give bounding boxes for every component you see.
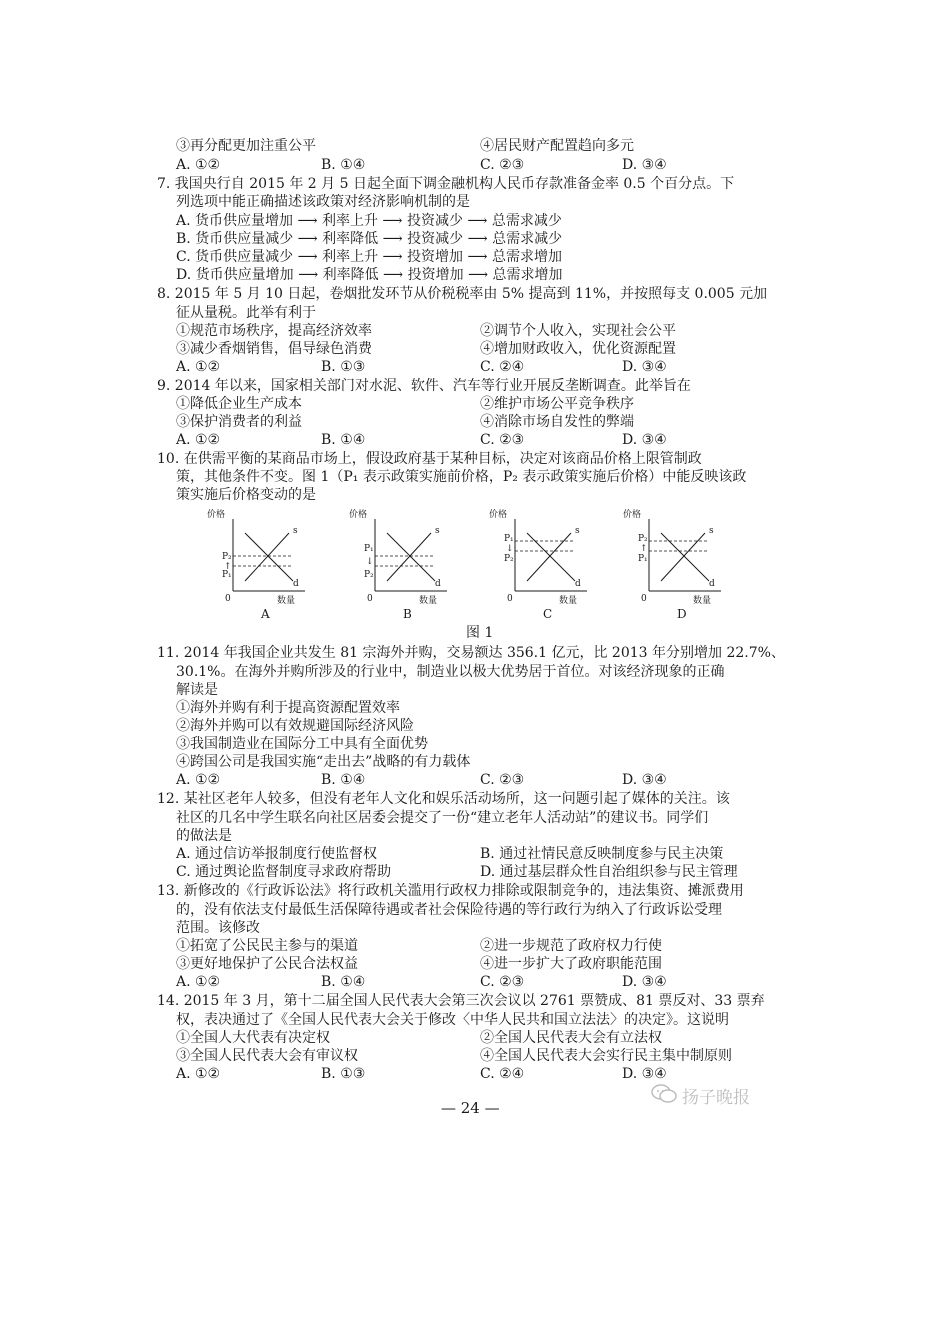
- upper-price-label: P₁: [504, 534, 514, 544]
- graph-b: [347, 507, 457, 621]
- q9-statement-2: ②维护市场公平竞争秩序: [480, 396, 634, 412]
- page-number: — 24 —: [441, 1099, 500, 1117]
- q13-stem-line2: 的，没有依法支付最低生活保障待遇或者社会保险待遇的等行政行为纳入了行政诉讼受理: [176, 902, 722, 918]
- q9-option-c: C. ②③: [480, 432, 525, 448]
- q9-statement-3: ③保护消费者的利益: [176, 414, 302, 430]
- q8-option-c: C. ②④: [480, 359, 525, 375]
- q11-statement-3: ③我国制造业在国际分工中具有全面优势: [176, 736, 428, 752]
- origin-label: 0: [225, 594, 231, 604]
- lower-price-label: P₂: [364, 570, 374, 580]
- upper-price-label: P₁: [364, 544, 374, 554]
- q14-statement-4: ④全国人民代表大会实行民主集中制原则: [480, 1048, 732, 1064]
- q14-stem-line2: 权，表决通过了《全国人民代表大会关于修改〈中华人民共和国立法法〉的决定》。这说明: [176, 1012, 729, 1028]
- q11-option-d: D. ③④: [622, 772, 667, 788]
- x-axis-label: 数量: [693, 596, 712, 606]
- graph-c-letter: C: [543, 607, 553, 621]
- q7-option-a: A. 货币供应量增加 ⟶ 利率上升 ⟶ 投资减少 ⟶ 总需求减少: [176, 213, 562, 229]
- q12-stem-line2: 社区的几名中学生联名向社区居委会提交了一份“建立老年人活动站”的建议书。同学们: [176, 810, 709, 826]
- top-option-b: B. ①④: [321, 157, 366, 173]
- q13-option-b: B. ①④: [321, 974, 366, 990]
- q7-option-d: D. 货币供应量增加 ⟶ 利率降低 ⟶ 投资增加 ⟶ 总需求增加: [176, 267, 563, 283]
- q11-statement-1: ①海外并购有利于提高资源配置效率: [176, 700, 400, 716]
- lower-price-label: P₁: [638, 554, 648, 564]
- q12-option-b: B. 通过社情民意反映制度参与民主决策: [480, 846, 724, 862]
- top-option-c: C. ②③: [480, 157, 525, 173]
- top-option-a: A. ①②: [176, 157, 221, 173]
- q8-stem-line1: 8. 2015 年 5 月 10 日起，卷烟批发环节从价税税率由 5% 提高到 11%，并按照每支 0.005 元加: [157, 286, 768, 302]
- q10-stem-line2: 策，其他条件不变。图 1（P₁ 表示政策实施前价格，P₂ 表示政策实施后价格）中能反映该政: [176, 469, 747, 485]
- upper-price-label: P₂: [222, 552, 232, 562]
- demand-label: d: [293, 579, 299, 589]
- q14-option-d: D. ③④: [622, 1066, 667, 1082]
- q13-option-a: A. ①②: [176, 974, 221, 990]
- x-axis-label: 数量: [559, 596, 578, 606]
- q13-statement-2: ②进一步规范了政府权力行使: [480, 938, 662, 954]
- q11-option-a: A. ①②: [176, 772, 221, 788]
- q13-stem-line1: 13. 新修改的《行政诉讼法》将行政机关滥用行政权力排除或限制竞争的，违法集资、摊派费用: [157, 883, 744, 899]
- q11-stem-line3: 解读是: [176, 682, 218, 698]
- q12-stem-line3: 的做法是: [176, 828, 232, 844]
- origin-label: 0: [641, 594, 647, 604]
- y-axis-label: 价格: [623, 510, 642, 520]
- q7-stem-line1: 7. 我国央行自 2015 年 2 月 5 日起全面下调金融机构人民币存款准备金率 0.5 个百分点。下: [157, 176, 735, 192]
- q14-option-b: B. ①③: [321, 1066, 366, 1082]
- q8-option-a: A. ①②: [176, 359, 221, 375]
- q11-stem-line2: 30.1%。在海外并购所涉及的行业中，制造业以极大优势居于首位。对该经济现象的正确: [176, 664, 725, 680]
- x-axis-label: 数量: [419, 596, 438, 606]
- q11-statement-2: ②海外并购可以有效规避国际经济风险: [176, 718, 414, 734]
- price-change-arrow: ↓: [366, 557, 374, 567]
- q13-statement-1: ①拓宽了公民民主参与的渠道: [176, 938, 358, 954]
- y-axis-label: 价格: [207, 510, 226, 520]
- demand-label: d: [709, 579, 715, 589]
- q9-statement-4: ④消除市场自发性的弊端: [480, 414, 634, 430]
- supply-label: s: [435, 526, 440, 536]
- q14-statement-3: ③全国人民代表大会有审议权: [176, 1048, 358, 1064]
- demand-label: d: [575, 579, 581, 589]
- price-change-arrow: ↓: [506, 544, 514, 554]
- q9-option-a: A. ①②: [176, 432, 221, 448]
- q12-stem-line1: 12. 某社区老年人较多，但没有老年人文化和娱乐活动场所，这一问题引起了媒体的关注。该: [157, 791, 730, 807]
- q13-option-c: C. ②③: [480, 974, 525, 990]
- top-statement-4: ④居民财产配置趋向多元: [480, 138, 634, 154]
- q11-stem-line1: 11. 2014 年我国企业共发生 81 宗海外并购，交易额达 356.1 亿元，比 2013 年分别增加 22.7%、: [157, 645, 785, 661]
- q10-stem-line3: 策实施后价格变动的是: [176, 487, 316, 503]
- graph-b-plot: [347, 507, 457, 607]
- q11-option-c: C. ②③: [480, 772, 525, 788]
- q9-statement-1: ①降低企业生产成本: [176, 396, 302, 412]
- q14-statement-1: ①全国人大代表有决定权: [176, 1030, 330, 1046]
- figure-caption: 图 1: [466, 625, 494, 641]
- graph-a: [205, 507, 315, 621]
- q11-statement-4: ④跨国公司是我国实施“走出去”战略的有力载体: [176, 754, 471, 770]
- q12-option-a: A. 通过信访举报制度行使监督权: [176, 846, 378, 862]
- price-change-arrow: ↑: [224, 562, 232, 572]
- origin-label: 0: [507, 594, 513, 604]
- graph-a-plot: [205, 507, 315, 607]
- q7-stem-line2: 列选项中能正确描述该政策对经济影响机制的是: [176, 194, 470, 210]
- upper-price-label: P₂: [638, 534, 648, 544]
- graph-a-letter: A: [261, 607, 270, 621]
- q13-statement-4: ④进一步扩大了政府职能范围: [480, 956, 662, 972]
- q8-option-d: D. ③④: [622, 359, 667, 375]
- q14-option-c: C. ②④: [480, 1066, 525, 1082]
- q14-option-a: A. ①②: [176, 1066, 221, 1082]
- price-change-arrow: ↑: [640, 544, 648, 554]
- q12-option-c: C. 通过舆论监督制度寻求政府帮助: [176, 864, 392, 880]
- q8-statement-3: ③减少香烟销售，倡导绿色消费: [176, 341, 372, 357]
- q8-statement-4: ④增加财政收入，优化资源配置: [480, 341, 676, 357]
- chat-bubble-icon: [650, 1083, 678, 1109]
- graph-c: [487, 507, 597, 621]
- q8-stem-line2: 征从量税。此举有利于: [176, 305, 316, 321]
- q9-option-b: B. ①④: [321, 432, 366, 448]
- q9-stem-line1: 9. 2014 年以来，国家相关部门对水泥、软件、汽车等行业开展反垄断调查。此举旨在: [157, 378, 691, 394]
- q12-option-d: D. 通过基层群众性自治组织参与民主管理: [480, 864, 738, 880]
- q11-option-b: B. ①④: [321, 772, 366, 788]
- supply-label: s: [575, 526, 580, 536]
- lower-price-label: P₂: [504, 554, 514, 564]
- top-statement-3: ③再分配更加注重公平: [176, 138, 316, 154]
- q8-statement-2: ②调节个人收入，实现社会公平: [480, 323, 676, 339]
- q13-option-d: D. ③④: [622, 974, 667, 990]
- x-axis-label: 数量: [277, 596, 296, 606]
- q7-option-c: C. 货币供应量减少 ⟶ 利率上升 ⟶ 投资增加 ⟶ 总需求增加: [176, 249, 563, 265]
- q10-stem-line1: 10. 在供需平衡的某商品市场上，假设政府基于某种目标，决定对该商品价格上限管制政: [157, 451, 702, 467]
- origin-label: 0: [367, 594, 373, 604]
- y-axis-label: 价格: [489, 510, 508, 520]
- lower-price-label: P₁: [222, 570, 232, 580]
- watermark-text: 扬子晚报: [682, 1088, 750, 1108]
- q13-statement-3: ③更好地保护了公民合法权益: [176, 956, 358, 972]
- graph-c-plot: [487, 507, 597, 607]
- q14-statement-2: ②全国人民代表大会有立法权: [480, 1030, 662, 1046]
- graph-d-letter: D: [677, 607, 687, 621]
- graph-d-plot: [621, 507, 731, 607]
- graph-d: [621, 507, 731, 621]
- q8-statement-1: ①规范市场秩序，提高经济效率: [176, 323, 372, 339]
- top-option-d: D. ③④: [622, 157, 667, 173]
- supply-label: s: [709, 526, 714, 536]
- q14-stem-line1: 14. 2015 年 3 月，第十二届全国人民代表大会第三次会议以 2761 票赞成、81 票反对、33 票弃: [157, 993, 765, 1009]
- q7-option-b: B. 货币供应量减少 ⟶ 利率降低 ⟶ 投资减少 ⟶ 总需求减少: [176, 231, 563, 247]
- supply-label: s: [293, 526, 298, 536]
- y-axis-label: 价格: [349, 510, 368, 520]
- q9-option-d: D. ③④: [622, 432, 667, 448]
- demand-label: d: [435, 579, 441, 589]
- q13-stem-line3: 范围。该修改: [176, 920, 260, 936]
- graph-b-letter: B: [403, 607, 412, 621]
- q8-option-b: B. ①③: [321, 359, 366, 375]
